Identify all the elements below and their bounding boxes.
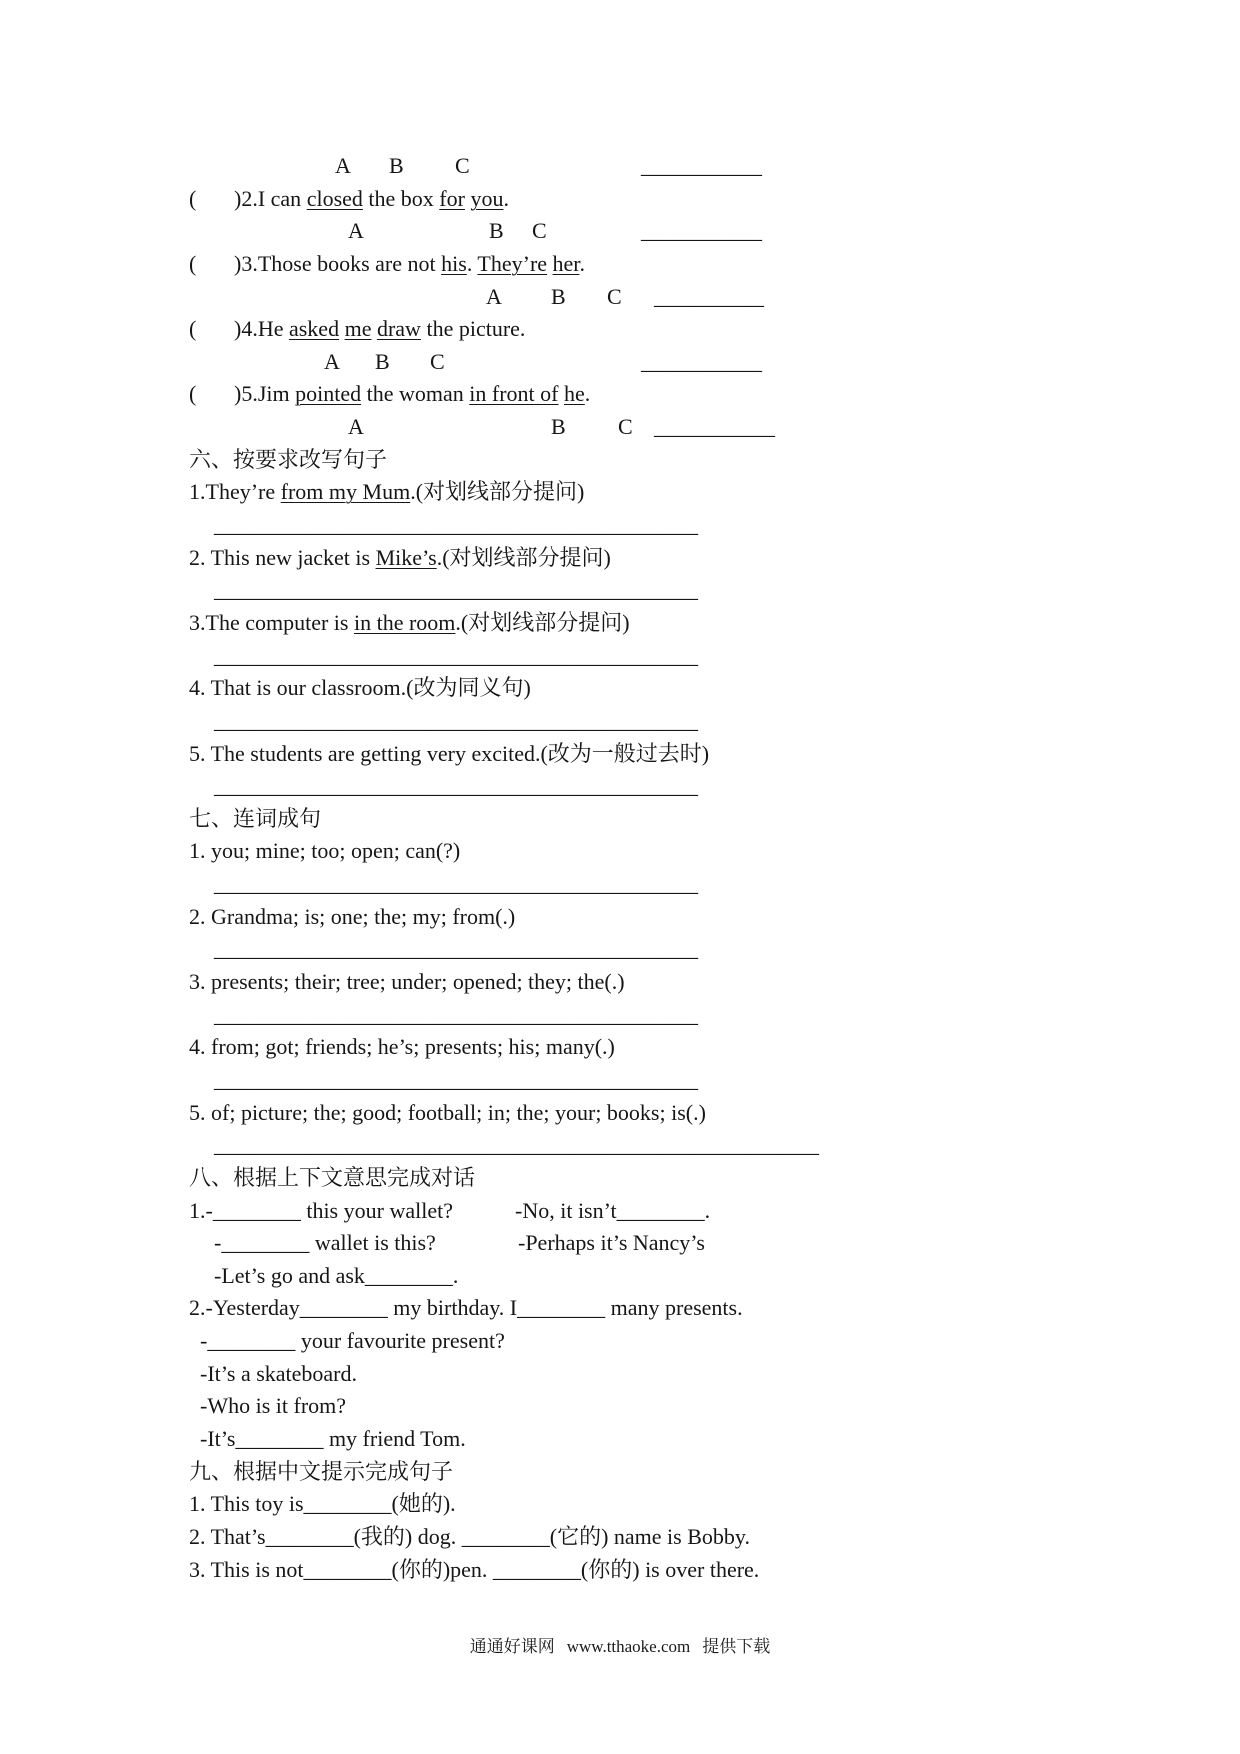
dialogue-left: -It’s a skateboard.: [200, 1360, 357, 1386]
dialogue-left: -________ your favourite present?: [200, 1328, 505, 1354]
question-text-segment: the picture.: [420, 316, 526, 342]
answer-paren: (: [189, 316, 197, 342]
option-a-label: A: [348, 414, 364, 440]
question-instruction: .(对划线部分提问): [410, 479, 585, 505]
dialogue-left: -Who is it from?: [200, 1393, 347, 1419]
answer-line-row: [189, 868, 1149, 901]
translation-sentence-1: 1. This toy is________(她的).: [189, 1491, 456, 1517]
question-text: 4. That is our classroom.(改为同义句): [189, 675, 531, 701]
footer-note: 提供下载: [702, 1637, 771, 1656]
page-footer: [0, 1636, 1240, 1658]
option-c-label: C: [607, 283, 622, 309]
option-c-label: C: [455, 153, 470, 178]
question-text-segment: )3.Those books are not: [234, 250, 442, 276]
worksheet-content: [189, 150, 1149, 1586]
translation-sentence-3: 3. This is not________(你的)pen. ________(你的) is over there.: [189, 1556, 760, 1582]
option-b-label: B: [489, 218, 504, 244]
option-c-label: C: [532, 218, 547, 244]
answer-line: ____________________________________________: [214, 577, 698, 603]
correction-blank: __________: [654, 283, 764, 309]
answer-line-row: [189, 1064, 1149, 1097]
question-text-segment: )5.Jim: [234, 381, 296, 407]
underlined-option-a: pointed: [295, 381, 362, 407]
question-text-segment: .: [579, 250, 585, 276]
correction-blank: ___________: [641, 153, 762, 178]
word-order-question-5: 5. of; picture; the; good; football; in; the; your; books; is(.): [189, 1099, 706, 1125]
answer-paren: (: [189, 185, 197, 211]
underlined-phrase: in the room: [353, 609, 456, 635]
dialogue-line: [189, 1423, 1149, 1456]
word-order-question-2: 2. Grandma; is; one; the; my; from(.): [189, 903, 516, 929]
answer-options-row: [189, 281, 1149, 314]
word-order-question-4: 4. from; got; friends; he’s; presents; his; many(.): [189, 1034, 615, 1060]
answer-line: _______________________________________________________: [214, 1132, 819, 1158]
answer-line: ____________________________________________: [214, 642, 698, 668]
rewrite-question-4: [189, 672, 1149, 705]
question-text-segment: the woman: [361, 381, 470, 407]
underlined-option-b: They’re: [477, 250, 548, 276]
underlined-phrase: Mike’s: [375, 544, 437, 570]
rewrite-question-2: [189, 542, 1149, 575]
footer-url: www.tthaoke.com: [566, 1637, 691, 1656]
option-b-label: B: [551, 283, 566, 309]
dialogue-left: 2.-Yesterday________ my birthday. I________ many presents.: [189, 1295, 743, 1321]
answer-line-row: [189, 770, 1149, 803]
question-text: [234, 313, 525, 346]
section-9-title: 九、根据中文提示完成句子: [189, 1458, 454, 1484]
rewrite-question-5: [189, 738, 1149, 771]
option-c-label: C: [430, 348, 445, 374]
dialogue-line: [189, 1195, 1149, 1228]
dialogue-line: [189, 1227, 1149, 1260]
answer-line: ____________________________________________: [214, 773, 698, 799]
word-order-question-1: 1. you; mine; too; open; can(?): [189, 838, 461, 864]
underlined-option-b: me: [344, 316, 372, 342]
dialogue-line: [189, 1292, 1149, 1325]
option-a-label: A: [324, 348, 340, 374]
answer-line: ____________________________________________: [214, 936, 698, 962]
question-instruction: .(对划线部分提问): [436, 544, 611, 570]
answer-options-row: [189, 215, 1149, 248]
answer-options-row: [189, 346, 1149, 379]
dialogue-left: -________ wallet is this?: [214, 1230, 436, 1256]
question-text-segment: 1.They’re: [189, 479, 281, 505]
answer-line-row: [189, 509, 1149, 542]
section-8-title: 八、根据上下文意思完成对话: [189, 1164, 476, 1190]
dialogue-line: [189, 1325, 1149, 1358]
dialogue-left: -Let’s go and ask________.: [214, 1262, 459, 1288]
option-b-label: B: [389, 153, 404, 178]
error-question-3: [189, 248, 1149, 281]
answer-line: ____________________________________________: [214, 871, 698, 897]
footer-site-name: 通通好课网: [469, 1637, 555, 1656]
dialogue-line: [189, 1260, 1149, 1293]
question-text-segment: .: [503, 185, 509, 211]
section-7-title: 七、连词成句: [189, 805, 322, 831]
answer-options-row: [189, 150, 1149, 183]
answer-line: ____________________________________________: [214, 707, 698, 733]
dialogue-left: 1.-________ this your wallet?: [189, 1197, 453, 1223]
option-b-label: B: [375, 348, 390, 374]
answer-line: ____________________________________________: [214, 1001, 698, 1027]
answer-paren: (: [189, 381, 197, 407]
option-a-label: A: [486, 283, 502, 309]
error-question-5: [189, 378, 1149, 411]
correction-blank: ___________: [641, 348, 762, 374]
option-a-label: A: [348, 218, 364, 244]
underlined-phrase: from my Mum: [280, 479, 411, 505]
answer-line-row: [189, 705, 1149, 738]
underlined-option-c: he: [563, 381, 585, 407]
underlined-option-a: closed: [306, 185, 363, 211]
dialogue-line: [189, 1358, 1149, 1391]
question-text-segment: .: [584, 381, 591, 407]
dialogue-left: -It’s________ my friend Tom.: [200, 1425, 466, 1451]
translation-sentence-2: 2. That’s________(我的) dog. ________(它的) name is Bobby.: [189, 1523, 750, 1549]
option-b-label: B: [551, 414, 566, 440]
answer-line-row: [189, 574, 1149, 607]
word-order-question-3: 3. presents; their; tree; under; opened; they; the(.): [189, 969, 625, 995]
question-text-segment: )2.I can: [234, 185, 307, 211]
dialogue-right: -No, it isn’t________.: [515, 1197, 711, 1223]
section-6-title: 六、按要求改写句子: [189, 446, 388, 472]
dialogue-line: [189, 1390, 1149, 1423]
underlined-option-c: her: [552, 250, 580, 276]
question-text-segment: 2. This new jacket is: [189, 544, 376, 570]
underlined-option-a: asked: [288, 316, 340, 342]
answer-line: ____________________________________________: [214, 1066, 698, 1092]
error-question-4: [189, 313, 1149, 346]
answer-options-row: [189, 411, 1149, 444]
question-text-segment: )4.He: [234, 316, 289, 342]
answer-line-row: [189, 999, 1149, 1032]
question-text-segment: the box: [362, 185, 440, 211]
answer-line-row: [189, 1129, 1149, 1162]
question-text-segment: .: [466, 250, 478, 276]
answer-line-row: [189, 933, 1149, 966]
question-instruction: .(对划线部分提问): [455, 609, 630, 635]
underlined-option-b: in front of: [469, 381, 559, 407]
rewrite-question-3: [189, 607, 1149, 640]
question-text-segment: 3.The computer is: [189, 609, 354, 635]
underlined-option-a: his: [441, 250, 467, 276]
question-text: [234, 378, 590, 411]
correction-blank: ___________: [641, 218, 762, 244]
underlined-option-b: for: [439, 185, 465, 211]
underlined-option-c: draw: [376, 316, 421, 342]
question-text: 5. The students are getting very excited.(改为一般过去时): [189, 740, 710, 766]
answer-line: ____________________________________________: [214, 512, 698, 538]
answer-line-row: [189, 640, 1149, 673]
correction-blank: ___________: [654, 414, 775, 440]
option-a-label: A: [335, 153, 351, 178]
underlined-option-c: you: [470, 185, 504, 211]
error-question-2: [189, 183, 1149, 216]
question-text: [234, 183, 509, 216]
answer-paren: (: [189, 250, 197, 276]
dialogue-right: -Perhaps it’s Nancy’s: [518, 1230, 705, 1256]
question-text: [234, 248, 585, 281]
option-c-label: C: [618, 414, 633, 440]
rewrite-question-1: [189, 476, 1149, 509]
